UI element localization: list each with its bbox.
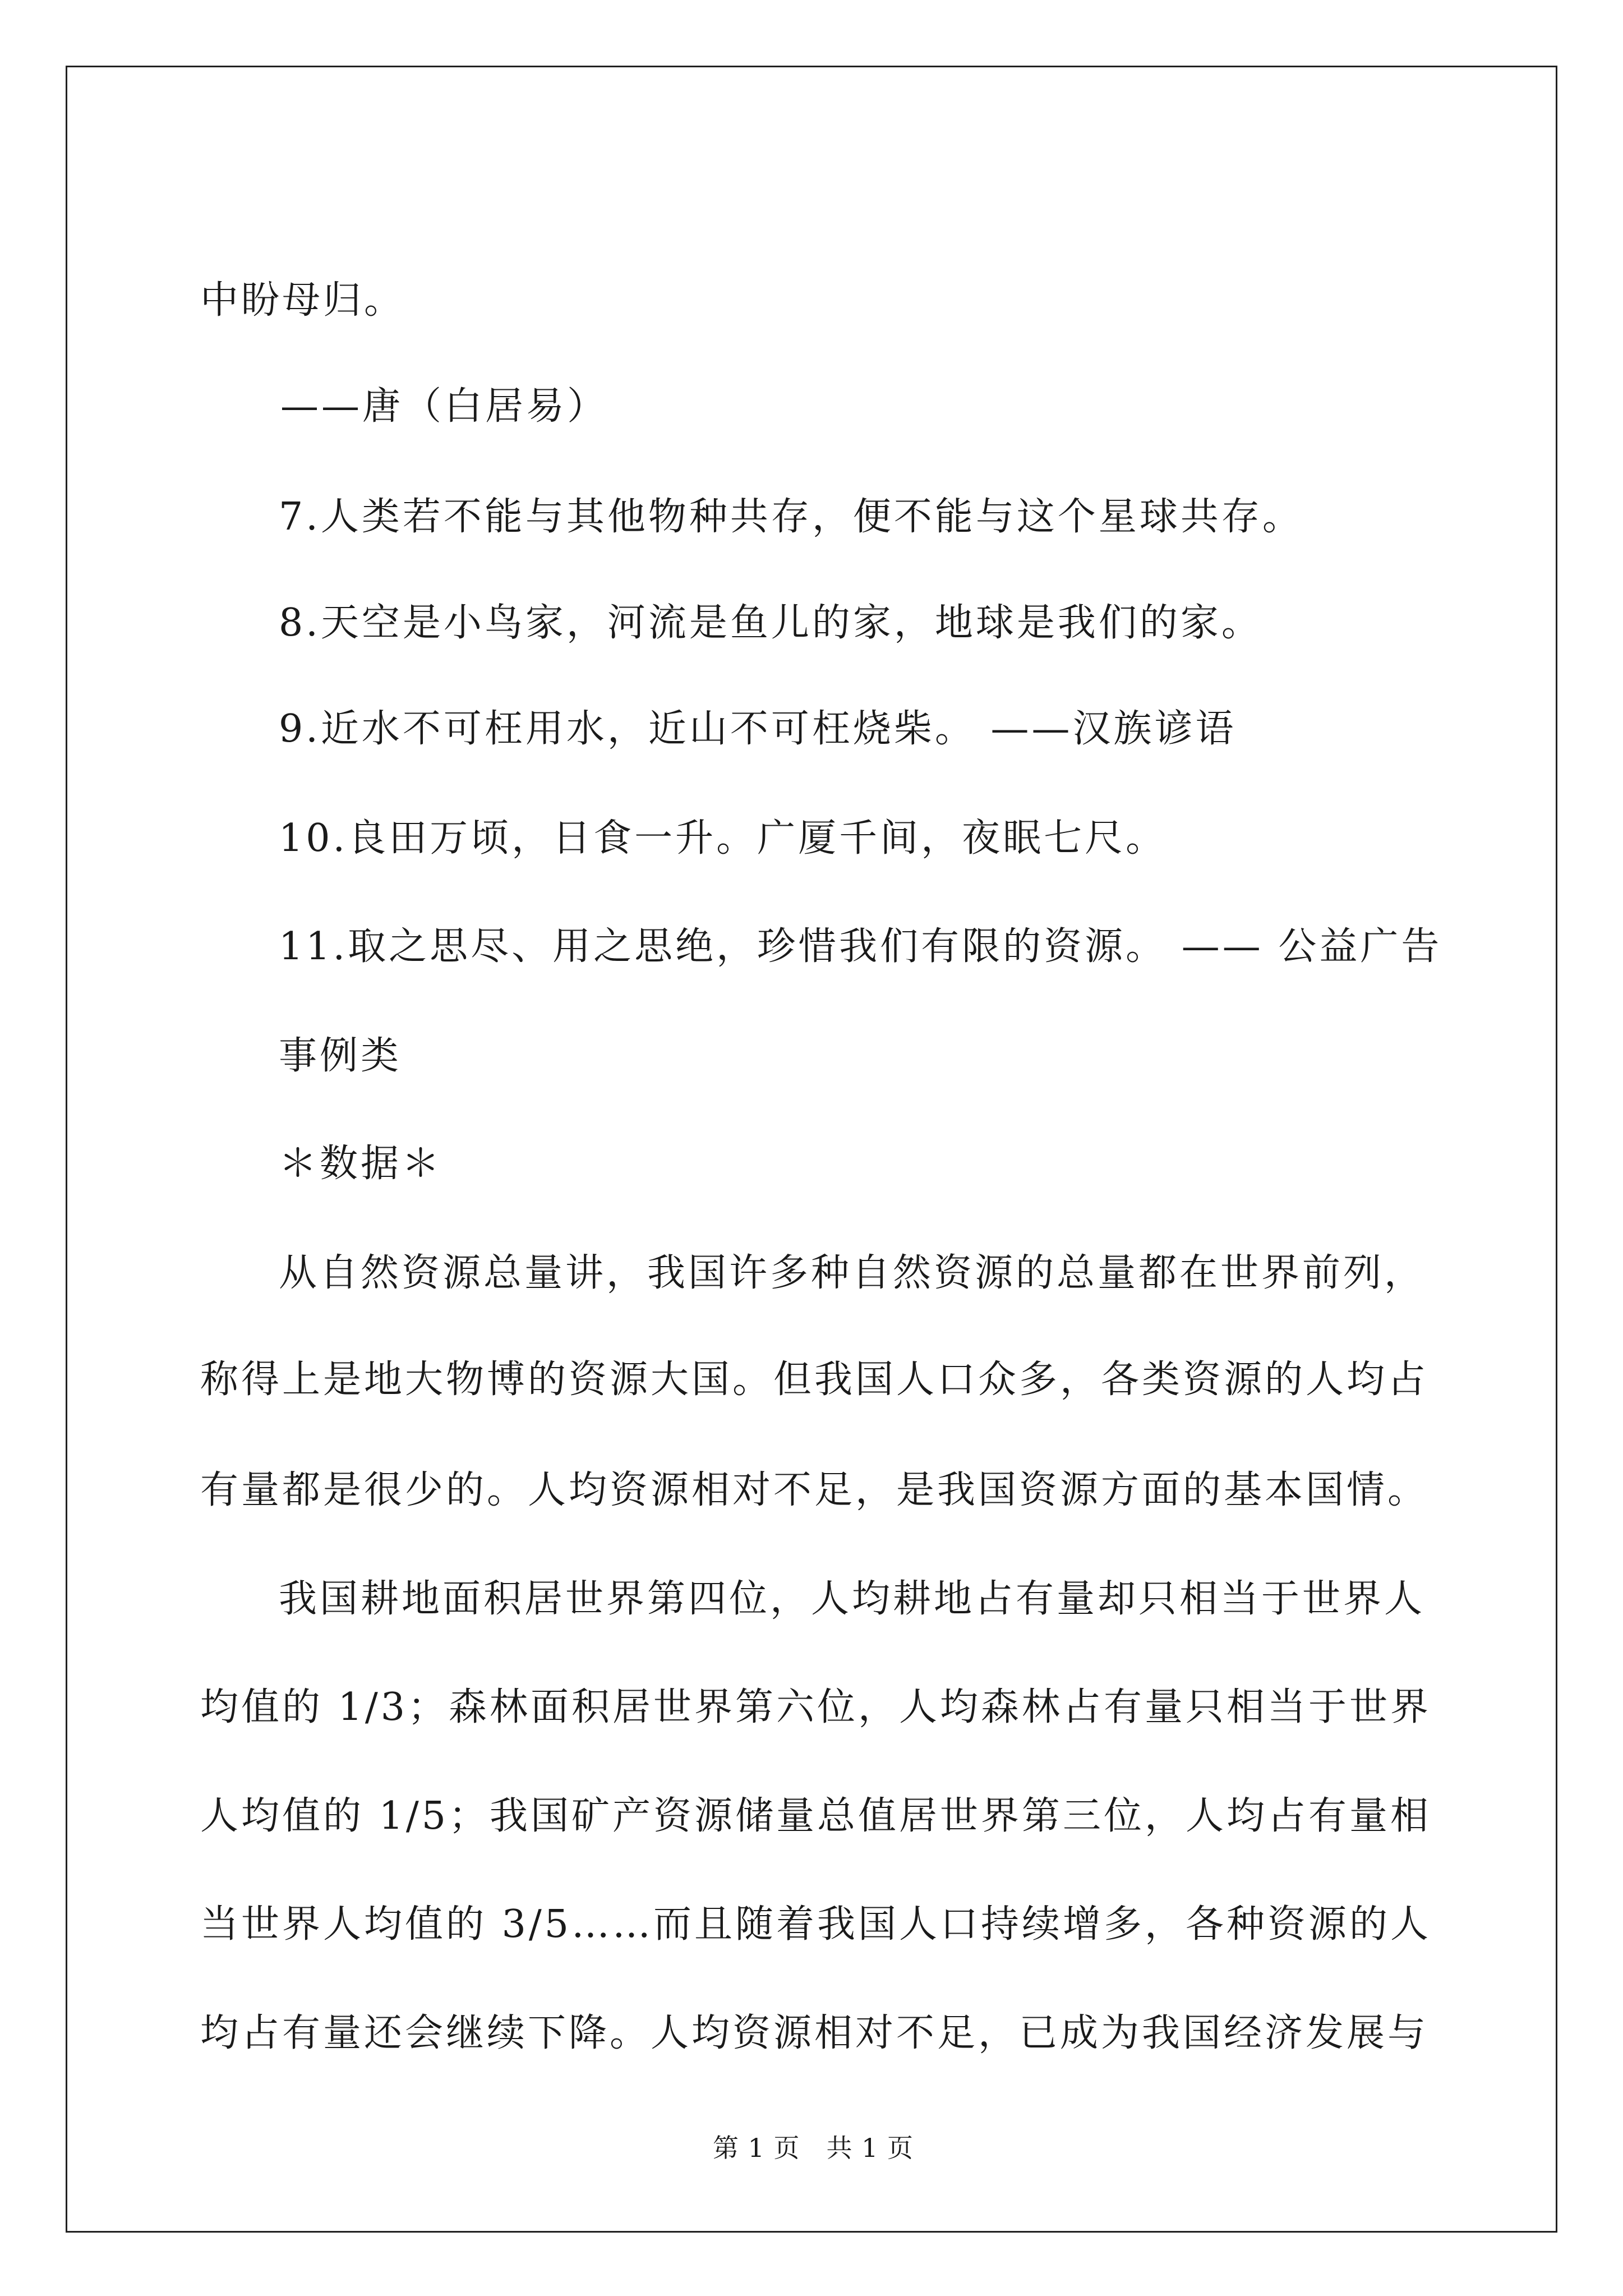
text-line: 均值的 1/3；森林面积居世界第六位，人均森林占有量只相当于世界	[200, 1685, 1432, 1729]
text-line: 10.良田万顷，日食一升。广厦千间，夜眠七尺。	[279, 816, 1167, 861]
section-subheading: ＊数据＊	[279, 1142, 443, 1186]
text-line: 11.取之思尽、用之思绝，珍惜我们有限的资源。 —— 公益广告	[279, 924, 1442, 969]
section-heading: 事例类	[279, 1034, 402, 1078]
text-line: 中盼母归。	[200, 278, 405, 323]
text-line: 9.近水不可枉用水，近山不可枉烧柴。 ——汉族谚语	[279, 707, 1237, 751]
text-line: 有量都是很少的。人均资源相对不足，是我国资源方面的基本国情。	[200, 1468, 1429, 1512]
text-line: 从自然资源总量讲，我国许多种自然资源的总量都在世界前列，	[279, 1251, 1426, 1295]
text-line: 当世界人均值的 3/5……而且随着我国人口持续增多，各种资源的人	[200, 1902, 1432, 1947]
text-line: 8.天空是小鸟家，河流是鱼儿的家，地球是我们的家。	[279, 601, 1262, 645]
text-line: 称得上是地大物博的资源大国。但我国人口众多，各类资源的人均占	[200, 1358, 1429, 1402]
page-frame	[66, 66, 1557, 2233]
page-footer: 第 1 页 共 1 页	[712, 2133, 914, 2163]
text-line: 我国耕地面积居世界第四位，人均耕地占有量却只相当于世界人	[279, 1577, 1426, 1621]
text-line: 7.人类若不能与其他物种共存，便不能与这个星球共存。	[279, 495, 1303, 539]
text-line: 均占有量还会继续下降。人均资源相对不足，已成为我国经济发展与	[200, 2011, 1429, 2055]
text-line: ——唐（白居易）	[280, 384, 608, 429]
text-line: 人均值的 1/5；我国矿产资源储量总值居世界第三位，人均占有量相	[200, 1794, 1432, 1838]
